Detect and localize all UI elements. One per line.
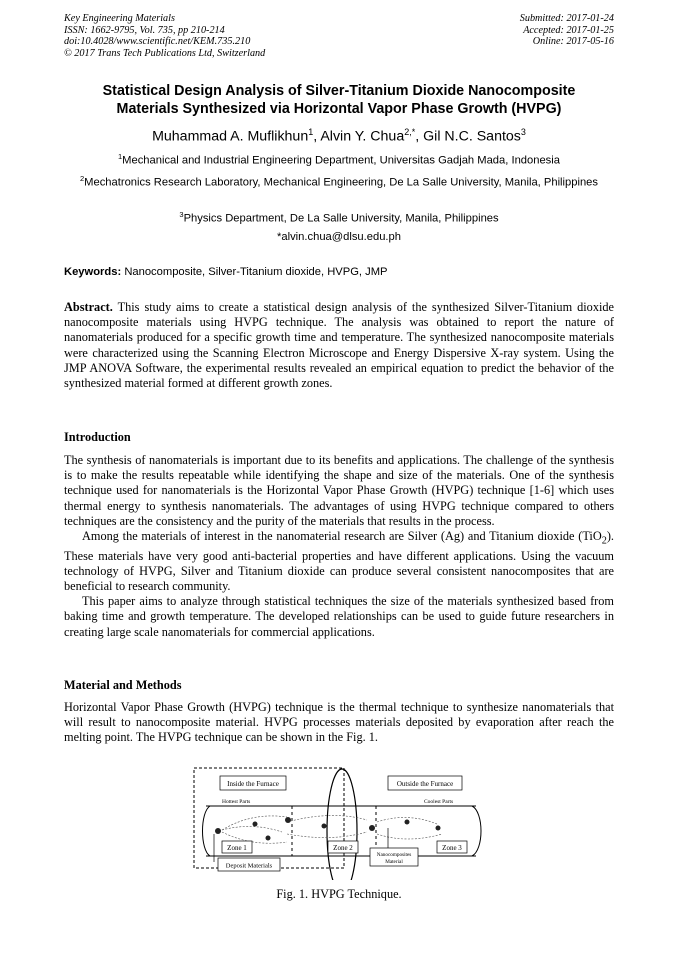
zone1-label: Zone 1 xyxy=(227,844,247,852)
affiliation-text: Physics Department, De La Salle University, Manila, Philippines xyxy=(183,212,499,225)
intro-p2-subscript: 2 xyxy=(601,535,607,547)
abstract xyxy=(64,300,614,391)
zone2-label: Zone 2 xyxy=(333,844,353,852)
tube-right-end xyxy=(472,806,481,856)
author-name: Alvin Y. Chua xyxy=(320,128,405,145)
affiliation-1 xyxy=(64,150,614,168)
introduction-body xyxy=(64,453,614,640)
hvpg-diagram xyxy=(192,762,482,880)
methods-paragraph-1: Horizontal Vapor Phase Growth (HVPG) technique is the thermal technique to synthesize nanomaterials that will result to nanocomposite material. HVPG processes materials deposited by evaporation after reach the melting point. The HVPG technique can be shown in the Fig. 1. xyxy=(64,700,614,745)
header-left xyxy=(64,13,265,59)
author-sup: 1 xyxy=(308,127,314,137)
affiliation-sup: 1 xyxy=(118,152,123,161)
author-sep: , xyxy=(415,128,424,145)
affiliation-3 xyxy=(64,208,614,226)
doi[interactable]: doi:10.4028/www.scientific.net/KEM.735.210 xyxy=(64,36,251,48)
keywords xyxy=(64,265,614,279)
corresponding-email[interactable]: *alvin.chua@dlsu.edu.ph xyxy=(277,231,401,243)
affiliation-text: Mechatronics Research Laboratory, Mechanical Engineering, De La Salle University, Manila, Philippines xyxy=(84,176,598,189)
affiliation-text: Mechanical and Industrial Engineering Department, Universitas Gadjah Mada, Indonesia xyxy=(122,154,560,167)
vapor-arrows xyxy=(222,815,442,843)
intro-paragraph-3 xyxy=(64,594,614,640)
introduction-heading: Introduction xyxy=(64,430,131,444)
intro-p2-text-b: ). These materials have very good anti-bacterial properties and have different applications. Using the vacuum technology of HVPG, Silver and Titanium dioxide can produce several consistent nanocomposites that are beneficial to research community. xyxy=(64,529,614,594)
journal-name: Key Engineering Materials xyxy=(64,13,175,24)
author-sep: , xyxy=(313,128,321,145)
author-list xyxy=(40,123,638,146)
figure-caption: Fig. 1. HVPG Technique. xyxy=(276,887,402,901)
intro-p3-text: This paper aims to analyze through statistical techniques the size of the materials synthesized based from baking time and growth temperature. The developed relationships can be used to guide future researchers in creating large scale nanomaterials for commercial applications. xyxy=(64,594,614,639)
online-date: Online: 2017-05-16 xyxy=(532,36,614,48)
outside-label: Outside the Furnace xyxy=(396,780,454,788)
deposit-label: Deposit Materials xyxy=(225,862,273,870)
intro-paragraph-1: The synthesis of nanomaterials is important due to its benefits and applications. The challenge of the synthesis is to make the results repeatable while identifying the shape and size of the materials. One of the synthesis technique used for nanomaterials is the Horizontal Vapor Phase Growth (HVPG) technique [1-6] which uses thermal energy to synthesis nanomaterials. The advantages of using HVPG technique compared to others techniques are the consistency and the purity of the materials that results in the process. xyxy=(64,453,614,528)
abstract-label: Abstract. xyxy=(64,300,113,314)
nano-label-1: Nanocomposites xyxy=(376,852,412,858)
affiliation-sup: 2 xyxy=(79,174,85,183)
copyright: © 2017 Trans Tech Publications Ltd, Switzerland xyxy=(64,47,266,59)
tube-left-end xyxy=(203,806,211,856)
abstract-text: This study aims to create a statistical design analysis of the synthesized Silver-Titanium dioxide nanocomposite materials using HVPG technique. The analysis was obtained to report the nature of nanomaterials produced for a specific growth time and temperature. The synthesized nanocomposite materials were characterized using the Scanning Electron Microscope and Energy Dispersive X-ray system. Using the JMP ANOVA Software, the experimental results revealed an empirical equation to predict the behavior of the synthesized material formed at different growth zones. xyxy=(64,300,614,391)
affiliation-2 xyxy=(64,172,614,190)
submitted-date: Submitted: 2017-01-24 xyxy=(519,13,614,24)
nano-label-2: Material xyxy=(385,859,403,865)
accepted-date: Accepted: 2017-01-25 xyxy=(523,24,614,36)
methods-heading: Material and Methods xyxy=(64,678,182,692)
header-right xyxy=(520,13,614,48)
keywords-text: Nanocomposite, Silver-Titanium dioxide, HVPG, JMP xyxy=(124,266,388,278)
keywords-label: Keywords: xyxy=(64,266,122,278)
author-sup: 3 xyxy=(520,127,526,137)
author-sup: 2,* xyxy=(404,127,416,137)
zone3-label: Zone 3 xyxy=(442,844,462,852)
intro-p2-text-a: Among the materials of interest in the nanomaterial research are Silver (Ag) and Titanium dioxide (TiO xyxy=(82,529,602,544)
author-name: Muhammad A. Muflikhun xyxy=(152,128,309,145)
coolest-label: Coolest Parts xyxy=(424,799,454,805)
issn: ISSN: 1662-9795, Vol. 735, pp 210-214 xyxy=(64,24,225,36)
intro-paragraph-2 xyxy=(64,529,614,594)
hottest-label: Hottest Parts xyxy=(222,799,251,805)
paper-title xyxy=(40,82,638,118)
title-line-2: Materials Synthesized via Horizontal Vapor Phase Growth (HVPG) xyxy=(116,101,562,117)
affiliation-sup: 3 xyxy=(179,210,184,219)
inside-label: Inside the Furnace xyxy=(227,780,279,788)
author-name: Gil N.C. Santos xyxy=(423,128,521,145)
title-line-1: Statistical Design Analysis of Silver-Titanium Dioxide Nanocomposite xyxy=(102,83,576,99)
furnace-edge xyxy=(327,769,357,880)
